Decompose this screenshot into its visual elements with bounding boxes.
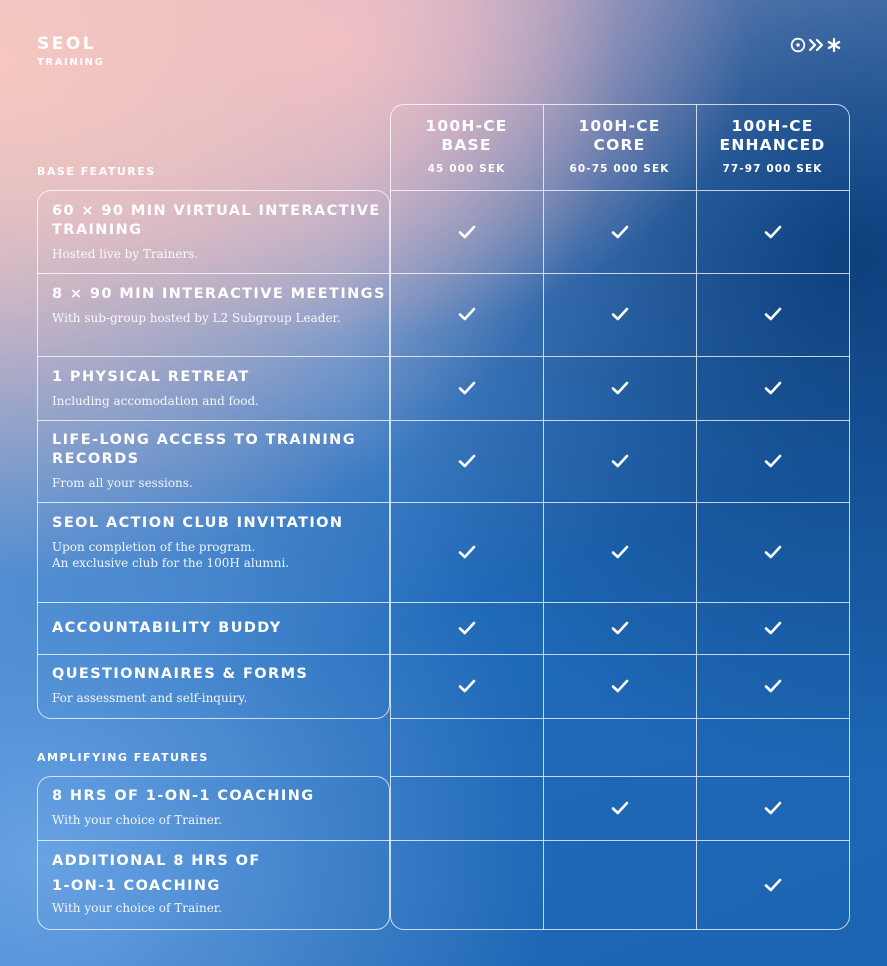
feature-description — [52, 539, 387, 571]
target-icon — [792, 39, 805, 52]
grid-divider — [543, 104, 544, 930]
check-icon — [457, 453, 477, 469]
plan-tier: ENHANCED — [719, 136, 826, 154]
feature-title: 60 × 90 MIN VIRTUAL INTERACTIVE TRAINING — [52, 203, 381, 238]
check-icon — [763, 620, 783, 636]
check-icon — [763, 877, 783, 893]
check-icon — [457, 224, 477, 240]
check-icon — [610, 453, 630, 469]
check-icon — [763, 544, 783, 560]
plan-name: 100H-CE — [425, 117, 508, 135]
row-divider — [390, 776, 850, 777]
row-divider — [390, 718, 850, 719]
plan-price: 45 000 SEK — [427, 163, 506, 175]
check-icon — [763, 453, 783, 469]
check-icon — [763, 224, 783, 240]
feature-title-line: ADDITIONAL 8 HRS OF — [52, 853, 261, 869]
base-features-label: BASE FEATURES — [37, 165, 156, 178]
row-divider — [37, 420, 850, 421]
plan-price: 60-75 000 SEK — [569, 163, 670, 175]
plan-tier: CORE — [593, 136, 646, 154]
row-divider — [37, 840, 850, 841]
plan-price: 77-97 000 SEK — [722, 163, 823, 175]
plan-tier: BASE — [441, 136, 492, 154]
check-icon — [610, 544, 630, 560]
asterisk-icon — [829, 39, 839, 51]
feature-title-line: 1-ON-1 COACHING — [52, 878, 221, 894]
check-icon — [610, 620, 630, 636]
brand-subtitle: TRAINING — [37, 57, 105, 68]
amplifying-features-label: AMPLIFYING FEATURES — [37, 751, 209, 764]
feature-description-line: An exclusive club for the 100H alumni. — [52, 556, 290, 570]
plan-header-enhanced — [696, 117, 849, 175]
feature-description-line: Upon completion of the program. — [52, 540, 256, 554]
plan-name: 100H-CE — [731, 117, 814, 135]
feature-description: For assessment and self-inquiry. — [52, 691, 248, 705]
check-icon — [457, 678, 477, 694]
corner-icons — [790, 37, 850, 53]
row-divider — [37, 502, 850, 503]
check-icon — [457, 620, 477, 636]
check-icon — [610, 224, 630, 240]
row-divider — [37, 654, 850, 655]
feature-title: LIFE-LONG ACCESS TO TRAINING RECORDS — [52, 432, 356, 467]
feature-description: With your choice of Trainer. — [52, 813, 223, 827]
row-divider — [37, 356, 850, 357]
row-divider — [37, 602, 850, 603]
check-icon — [457, 380, 477, 396]
check-icon — [457, 306, 477, 322]
check-icon — [610, 800, 630, 816]
brand-logo — [37, 36, 104, 68]
plan-name: 100H-CE — [578, 117, 661, 135]
row-divider — [37, 273, 850, 274]
brand-name: SEOL — [37, 34, 97, 54]
plan-header-base — [390, 117, 543, 175]
feature-description: Including accomodation and food. — [52, 394, 259, 408]
check-icon — [610, 380, 630, 396]
check-icon — [610, 678, 630, 694]
check-icon — [763, 800, 783, 816]
check-icon — [457, 544, 477, 560]
feature-description: With your choice of Trainer. — [52, 901, 223, 915]
grid-divider — [696, 104, 697, 930]
row-divider — [390, 190, 850, 191]
feature-description: Hosted live by Trainers. — [52, 247, 199, 261]
feature-description: From all your sessions. — [52, 476, 193, 490]
feature-title: QUESTIONNAIRES & FORMS — [52, 666, 309, 682]
plan-header-core — [543, 117, 696, 175]
check-icon — [763, 306, 783, 322]
check-icon — [610, 306, 630, 322]
feature-title: ACCOUNTABILITY BUDDY — [52, 620, 282, 636]
double-arrow-icon — [810, 40, 822, 50]
feature-title: SEOL ACTION CLUB INVITATION — [52, 515, 344, 531]
check-icon — [763, 678, 783, 694]
feature-description: With sub-group hosted by L2 Subgroup Leader. — [52, 311, 341, 325]
feature-title: 1 PHYSICAL RETREAT — [52, 369, 250, 385]
feature-title: 8 HRS OF 1-ON-1 COACHING — [52, 788, 315, 804]
check-icon — [763, 380, 783, 396]
feature-title — [52, 849, 387, 899]
feature-title: 8 × 90 MIN INTERACTIVE MEETINGS — [52, 286, 386, 302]
